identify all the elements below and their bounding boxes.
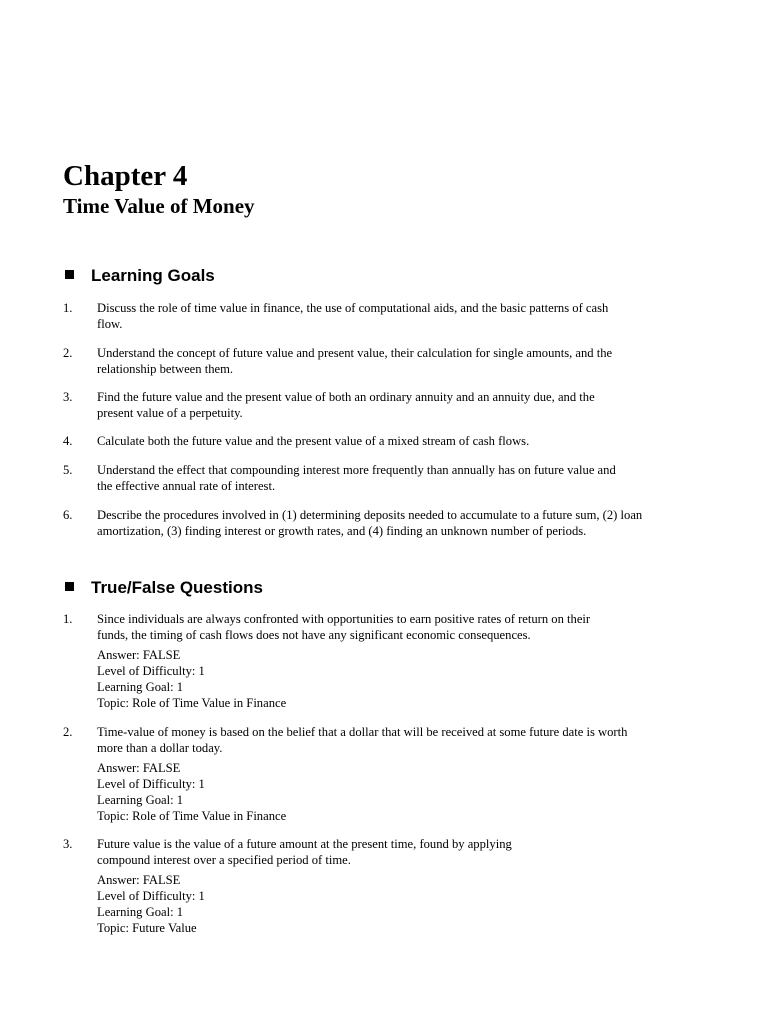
true-false-heading	[63, 578, 263, 598]
question-answer: Answer: FALSE	[97, 873, 181, 887]
question-text: Future value is the value of a future amount at the present time, found by applying compound interest over a specified period of time.	[97, 837, 512, 867]
learning-goals-heading-text: Learning Goals	[91, 266, 215, 285]
question-topic: Topic: Future Value	[97, 921, 197, 935]
square-bullet-icon	[65, 582, 74, 591]
chapter-title: Chapter 4	[63, 160, 188, 192]
learning-goal-item	[63, 433, 663, 449]
question-meta	[97, 872, 663, 936]
chapter-subtitle: Time Value of Money	[63, 194, 255, 218]
question-number: 3.	[63, 837, 73, 851]
true-false-heading-text: True/False Questions	[91, 578, 263, 597]
learning-goal-number: 3.	[63, 390, 73, 404]
learning-goal-item	[63, 507, 663, 539]
question-difficulty: Level of Difficulty: 1	[97, 664, 205, 678]
learning-goal-item	[63, 345, 663, 377]
question-topic: Topic: Role of Time Value in Finance	[97, 809, 287, 823]
question-difficulty: Level of Difficulty: 1	[97, 889, 205, 903]
question-learning-goal: Learning Goal: 1	[97, 905, 184, 919]
learning-goal-number: 5.	[63, 463, 73, 477]
question-number: 1.	[63, 612, 73, 626]
learning-goal-number: 1.	[63, 301, 73, 315]
learning-goal-item	[63, 300, 663, 332]
question-text: Time-value of money is based on the belief that a dollar that will be received at some future date is worth more than a dollar today.	[97, 725, 628, 755]
learning-goal-number: 4.	[63, 434, 73, 448]
learning-goal-number: 2.	[63, 346, 73, 360]
square-bullet-icon	[65, 270, 74, 279]
question-answer: Answer: FALSE	[97, 648, 181, 662]
question-item	[63, 611, 663, 711]
question-meta	[97, 647, 663, 711]
learning-goal-text: Find the future value and the present value of both an ordinary annuity and an annuity due, and the present value of a perpetuity.	[97, 390, 595, 420]
learning-goal-text: Discuss the role of time value in finance, the use of computational aids, and the basic patterns of cash flow.	[97, 301, 609, 331]
learning-goal-text: Understand the effect that compounding interest more frequently than annually has on future value and the effective annual rate of interest.	[97, 463, 616, 493]
question-difficulty: Level of Difficulty: 1	[97, 777, 205, 791]
question-meta	[97, 760, 663, 824]
question-answer: Answer: FALSE	[97, 761, 181, 775]
question-text: Since individuals are always confronted with opportunities to earn positive rates of return on their funds, the timing of cash flows does not have any significant economic consequences.	[97, 612, 591, 642]
learning-goal-item	[63, 462, 663, 494]
question-item	[63, 724, 663, 824]
learning-goal-item	[63, 389, 663, 421]
question-topic: Topic: Role of Time Value in Finance	[97, 696, 287, 710]
question-number: 2.	[63, 725, 73, 739]
question-item	[63, 836, 663, 936]
learning-goal-number: 6.	[63, 508, 73, 522]
question-learning-goal: Learning Goal: 1	[97, 680, 184, 694]
learning-goal-text: Understand the concept of future value and present value, their calculation for single amounts, and the relationship between them.	[97, 346, 613, 376]
learning-goals-heading	[63, 266, 215, 286]
learning-goal-text: Describe the procedures involved in (1) determining deposits needed to accumulate to a future sum, (2) loan amortization, (3) finding interest or growth rates, and (4) finding an unknown number of periods.	[97, 508, 643, 538]
learning-goal-text: Calculate both the future value and the present value of a mixed stream of cash flows.	[97, 434, 530, 448]
question-learning-goal: Learning Goal: 1	[97, 793, 184, 807]
